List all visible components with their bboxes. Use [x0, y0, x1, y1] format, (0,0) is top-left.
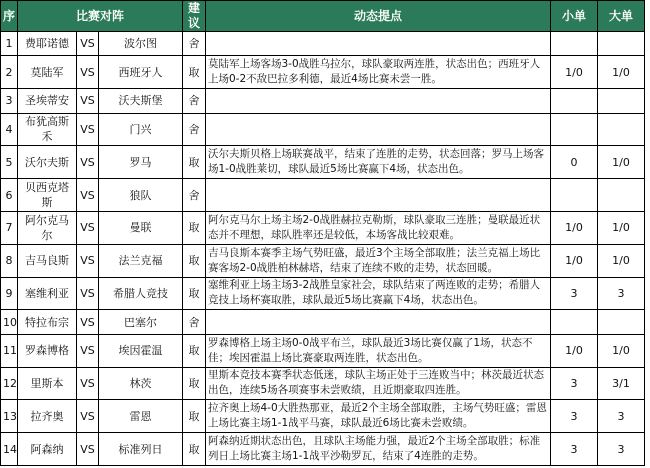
- pick-label: 取: [183, 56, 206, 89]
- small-bet: [551, 179, 598, 212]
- header-analysis: 动态提点: [206, 1, 551, 32]
- away-team: 门兴: [99, 113, 183, 146]
- table-row: [1, 89, 645, 113]
- vs-label: VS: [77, 244, 99, 277]
- away-team: 埃因霍温: [99, 334, 183, 367]
- big-bet: 1/0: [598, 56, 645, 89]
- pick-label: 取: [183, 146, 206, 179]
- row-index: 10: [1, 310, 18, 334]
- row-index: 12: [1, 367, 18, 400]
- home-team: 里斯本: [18, 367, 77, 400]
- small-bet: [551, 89, 598, 113]
- vs-label: VS: [77, 211, 99, 244]
- small-bet: 3: [551, 433, 598, 466]
- big-bet: 3: [598, 277, 645, 310]
- analysis-text: 莫陆军上场客场3-0战胜乌拉尔，球队豪取两连胜，状态出色；西班牙人上场0-2不敌巴拉多利德，最近4场比赛未尝一胜。: [206, 56, 551, 89]
- analysis-text: 里斯本竞技本赛季状态低迷，球队主场正处于三连败当中；林茨最近状态出色，连续5场各项赛事未尝败绩，且近期豪取四连胜。: [206, 367, 551, 400]
- small-bet: 1/0: [551, 244, 598, 277]
- away-team: 狼队: [99, 179, 183, 212]
- row-index: 7: [1, 211, 18, 244]
- vs-label: VS: [77, 179, 99, 212]
- analysis-text: 阿尔克马尔上场主场2-0战胜赫拉克勒斯，球队豪取三连胜；曼联最近状态并不理想，球队胜率还是较低，本场客战比较艰难。: [206, 211, 551, 244]
- big-bet: [598, 310, 645, 334]
- away-team: 沃夫斯堡: [99, 89, 183, 113]
- vs-label: VS: [77, 277, 99, 310]
- big-bet: [598, 89, 645, 113]
- away-team: 巴塞尔: [99, 310, 183, 334]
- away-team: 希腊人竞技: [99, 277, 183, 310]
- big-bet: 3/1: [598, 367, 645, 400]
- vs-label: VS: [77, 32, 99, 56]
- home-team: 莫陆军: [18, 56, 77, 89]
- table-row: [1, 244, 645, 277]
- small-bet: 1/0: [551, 56, 598, 89]
- away-team: 雷恩: [99, 400, 183, 433]
- pick-label: 取: [183, 367, 206, 400]
- row-index: 3: [1, 89, 18, 113]
- header-index: 序: [1, 1, 18, 32]
- home-team: 贝西克塔斯: [18, 179, 77, 212]
- big-bet: 3: [598, 400, 645, 433]
- home-team: 罗森博格: [18, 334, 77, 367]
- row-index: 6: [1, 179, 18, 212]
- small-bet: 3: [551, 277, 598, 310]
- analysis-text: [206, 89, 551, 113]
- small-bet: 3: [551, 400, 598, 433]
- vs-label: VS: [77, 400, 99, 433]
- analysis-text: [206, 310, 551, 334]
- analysis-text: [206, 179, 551, 212]
- vs-label: VS: [77, 89, 99, 113]
- home-team: 塞维利亚: [18, 277, 77, 310]
- header-big: 大单: [598, 1, 645, 32]
- big-bet: 1/0: [598, 244, 645, 277]
- big-bet: 1/0: [598, 146, 645, 179]
- table-row: [1, 277, 645, 310]
- table-row: [1, 56, 645, 89]
- away-team: 西班牙人: [99, 56, 183, 89]
- home-team: 阿森纳: [18, 433, 77, 466]
- row-index: 11: [1, 334, 18, 367]
- pick-label: 舍: [183, 32, 206, 56]
- table-row: [1, 113, 645, 146]
- pick-label: 取: [183, 400, 206, 433]
- table-row: [1, 334, 645, 367]
- small-bet: 3: [551, 367, 598, 400]
- small-bet: 1/0: [551, 211, 598, 244]
- away-team: 曼联: [99, 211, 183, 244]
- pick-label: 舍: [183, 179, 206, 212]
- row-index: 4: [1, 113, 18, 146]
- row-index: 9: [1, 277, 18, 310]
- away-team: 波尔图: [99, 32, 183, 56]
- pick-label: 舍: [183, 113, 206, 146]
- analysis-text: 罗森博格上场主场0-0战平布兰，球队最近3场比赛仅赢了1场，状态不佳；埃因霍温上场比赛豪取两连胜，状态出色。: [206, 334, 551, 367]
- big-bet: [598, 179, 645, 212]
- vs-label: VS: [77, 113, 99, 146]
- pick-label: 取: [183, 334, 206, 367]
- pick-label: 取: [183, 211, 206, 244]
- small-bet: 1/0: [551, 334, 598, 367]
- analysis-text: [206, 113, 551, 146]
- analysis-text: 拉齐奥上场4-0大胜热那亚，最近2个主场全部取胜，主场气势旺盛；雷恩上场比赛主场1-1战平马赛，球队最近6场比赛未尝败绩。: [206, 400, 551, 433]
- big-bet: 1/0: [598, 334, 645, 367]
- analysis-text: 吉马良斯本赛季主场气势旺盛，最近3个主场全部取胜；法兰克福上场比赛客场2-0战胜柏林赫塔，结束了连续不败的走势，状态回暖。: [206, 244, 551, 277]
- home-team: 吉马良斯: [18, 244, 77, 277]
- small-bet: 0: [551, 146, 598, 179]
- table-header-row: [1, 1, 645, 32]
- home-team: 拉齐奥: [18, 400, 77, 433]
- table-row: [1, 433, 645, 466]
- pick-label: 舍: [183, 89, 206, 113]
- big-bet: [598, 113, 645, 146]
- away-team: 林茨: [99, 367, 183, 400]
- table-row: [1, 32, 645, 56]
- row-index: 13: [1, 400, 18, 433]
- small-bet: [551, 113, 598, 146]
- away-team: 标准列日: [99, 433, 183, 466]
- table-row: [1, 211, 645, 244]
- table-row: [1, 310, 645, 334]
- away-team: 罗马: [99, 146, 183, 179]
- analysis-text: 沃尔夫斯贝格上场联赛战平，结束了连胜的走势，状态回落；罗马上场客场1-0战胜莱切，球队最近5场比赛赢下4场，状态出色。: [206, 146, 551, 179]
- home-team: 布犹高斯禾: [18, 113, 77, 146]
- away-team: 法兰克福: [99, 244, 183, 277]
- pick-label: 舍: [183, 310, 206, 334]
- row-index: 14: [1, 433, 18, 466]
- big-bet: [598, 32, 645, 56]
- small-bet: [551, 310, 598, 334]
- header-pick: 建议: [183, 1, 206, 32]
- row-index: 5: [1, 146, 18, 179]
- analysis-text: 阿森纳近期状态出色，且球队主场能力强，最近2个主场全部取胜；标准列日上场比赛主场1-1战平沙勒罗瓦，结束了4连胜的走势。: [206, 433, 551, 466]
- pick-label: 取: [183, 433, 206, 466]
- table-row: [1, 367, 645, 400]
- table-row: [1, 400, 645, 433]
- home-team: 费耶诺德: [18, 32, 77, 56]
- home-team: 特拉布宗: [18, 310, 77, 334]
- table-row: [1, 146, 645, 179]
- vs-label: VS: [77, 146, 99, 179]
- vs-label: VS: [77, 310, 99, 334]
- big-bet: 1/0: [598, 211, 645, 244]
- header-small: 小单: [551, 1, 598, 32]
- vs-label: VS: [77, 367, 99, 400]
- home-team: 阿尔克马尔: [18, 211, 77, 244]
- row-index: 1: [1, 32, 18, 56]
- table-row: [1, 179, 645, 212]
- vs-label: VS: [77, 433, 99, 466]
- analysis-text: [206, 32, 551, 56]
- row-index: 2: [1, 56, 18, 89]
- pick-label: 取: [183, 277, 206, 310]
- small-bet: [551, 32, 598, 56]
- pick-label: 取: [183, 244, 206, 277]
- big-bet: 3: [598, 433, 645, 466]
- analysis-text: 塞维利亚上场主场3-2战胜皇家社会，球队结束了两连败的走势；希腊人竞技上场杯赛取胜，球队最近5场比赛赢下4场，状态出色。: [206, 277, 551, 310]
- vs-label: VS: [77, 334, 99, 367]
- home-team: 圣埃蒂安: [18, 89, 77, 113]
- home-team: 沃尔夫斯: [18, 146, 77, 179]
- row-index: 8: [1, 244, 18, 277]
- vs-label: VS: [77, 56, 99, 89]
- header-match: 比赛对阵: [18, 1, 183, 32]
